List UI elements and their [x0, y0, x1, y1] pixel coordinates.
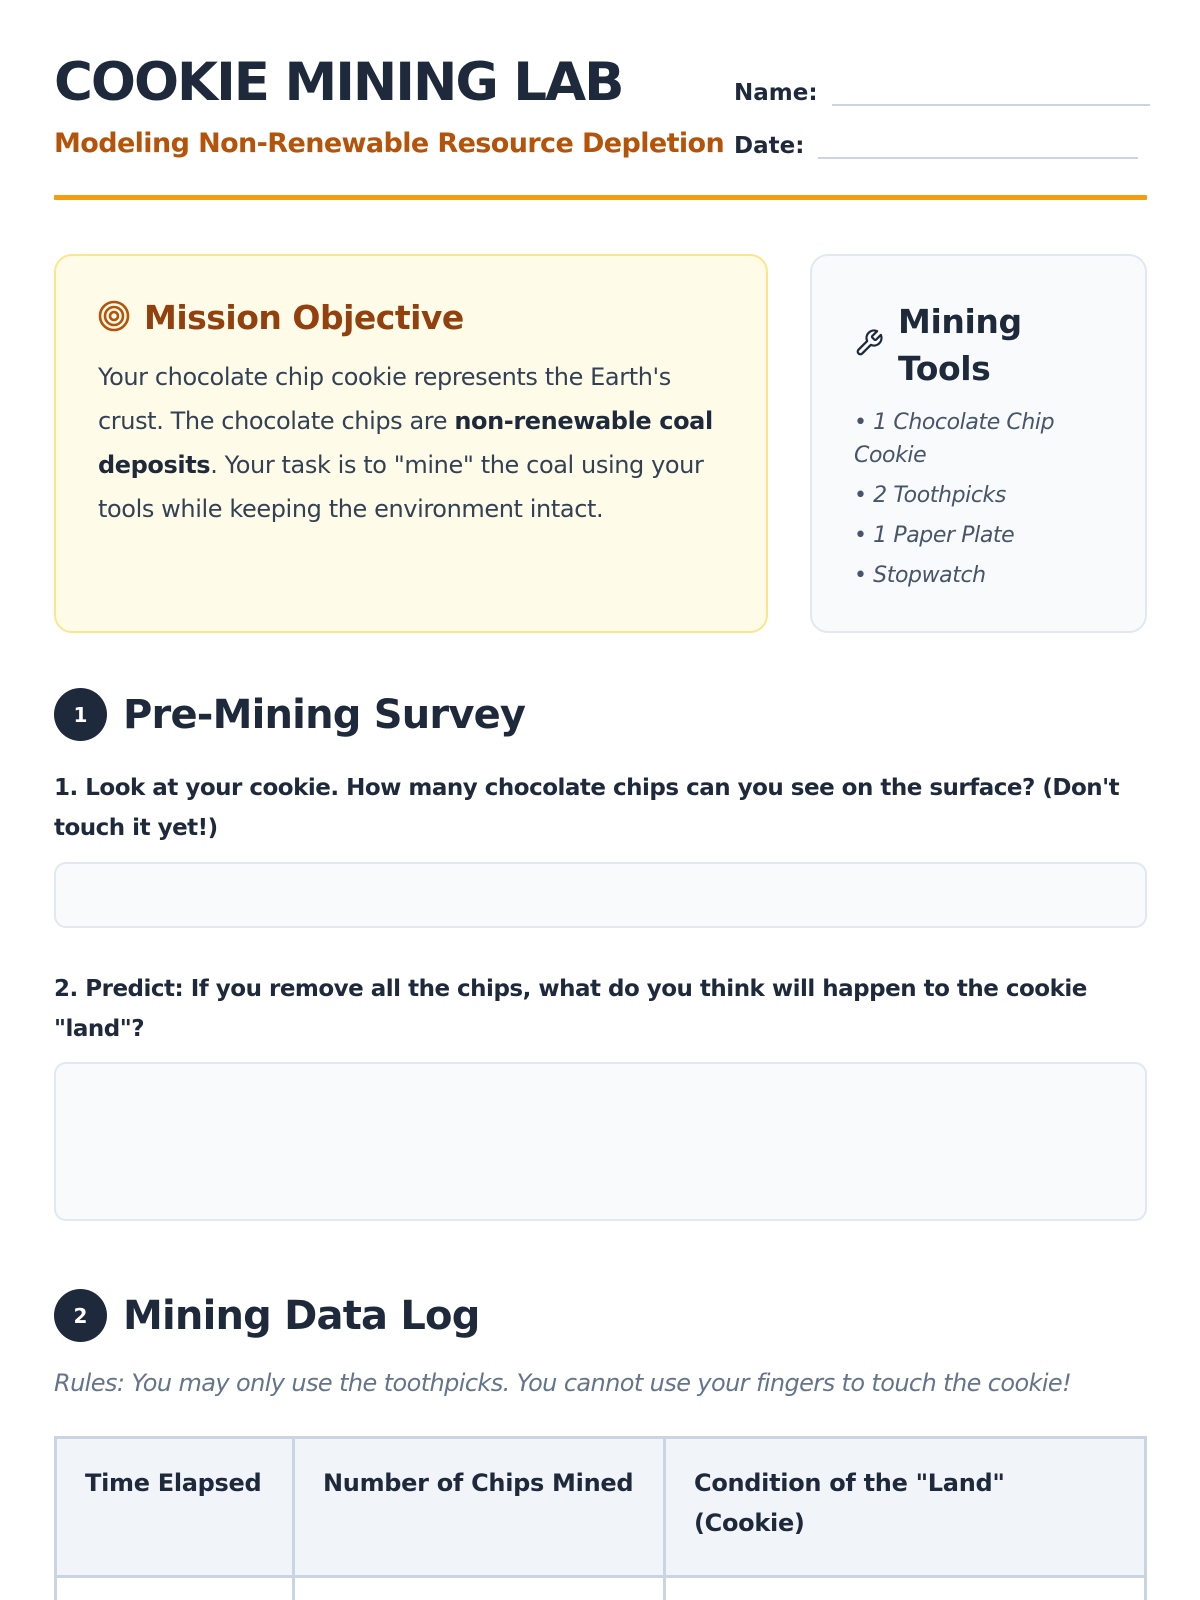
header-divider [54, 195, 1147, 200]
name-input-line[interactable] [832, 76, 1150, 106]
tools-heading [854, 298, 1117, 392]
column-header-time: Time Elapsed [56, 1438, 294, 1577]
list-item: • 2 Toothpicks [854, 483, 1006, 508]
worksheet-header [54, 52, 1146, 202]
mission-text: Your chocolate chip cookie represents the Earth's crust. The chocolate chips are non-renewable coal deposits. Your task is to "mine" the coal using your tools while keeping the environment intact. [98, 363, 713, 523]
table-header-row [56, 1438, 1146, 1577]
section-number-badge: 2 [54, 1289, 107, 1342]
section-pre-mining-survey [54, 688, 525, 741]
column-header-chips: Number of Chips Mined [294, 1438, 665, 1577]
mission-objective-card [54, 254, 768, 633]
section-number-badge: 1 [54, 688, 107, 741]
name-label: Name: [734, 80, 818, 106]
date-input-line[interactable] [818, 129, 1138, 159]
list-item: • Stopwatch [854, 563, 986, 588]
question-2: 2. Predict: If you remove all the chips, what do you think will happen to the cookie "land"? [54, 976, 1087, 1042]
page-title: COOKIE MINING LAB [54, 52, 623, 113]
mission-text-bold: non-renewable coal deposits [98, 407, 713, 479]
column-header-condition: Condition of the "Land" (Cookie) [665, 1438, 1146, 1577]
rules-text: Rules: You may only use the toothpicks. You cannot use your fingers to touch the cookie! [54, 1369, 1072, 1397]
table-row [56, 1577, 1146, 1600]
tools-title: Mining Tools [898, 302, 1022, 388]
list-item: • 1 Chocolate Chip Cookie [854, 410, 1055, 468]
page-subtitle: Modeling Non-Renewable Resource Depletion [54, 128, 725, 159]
answer-box-1[interactable] [54, 862, 1147, 928]
mission-title: Mission Objective [144, 298, 464, 337]
mining-data-table [54, 1436, 1147, 1600]
section-mining-data-log [54, 1289, 480, 1342]
section-title: Pre-Mining Survey [123, 691, 526, 738]
table-cell[interactable] [665, 1577, 1146, 1600]
mission-heading [98, 298, 724, 337]
wrench-icon [854, 328, 884, 362]
table-cell[interactable] [294, 1577, 665, 1600]
list-item: • 1 Paper Plate [854, 523, 1015, 548]
mining-tools-card [810, 254, 1147, 633]
table-cell[interactable] [56, 1577, 294, 1600]
tools-list [854, 406, 1117, 592]
question-1: 1. Look at your cookie. How many chocolate chips can you see on the surface? (Don't touch it yet!) [54, 775, 1120, 841]
date-field [734, 129, 1138, 159]
name-field [734, 76, 1150, 106]
target-icon [98, 300, 130, 336]
answer-box-2[interactable] [54, 1062, 1147, 1221]
section-title: Mining Data Log [123, 1292, 480, 1339]
date-label: Date: [734, 133, 805, 159]
